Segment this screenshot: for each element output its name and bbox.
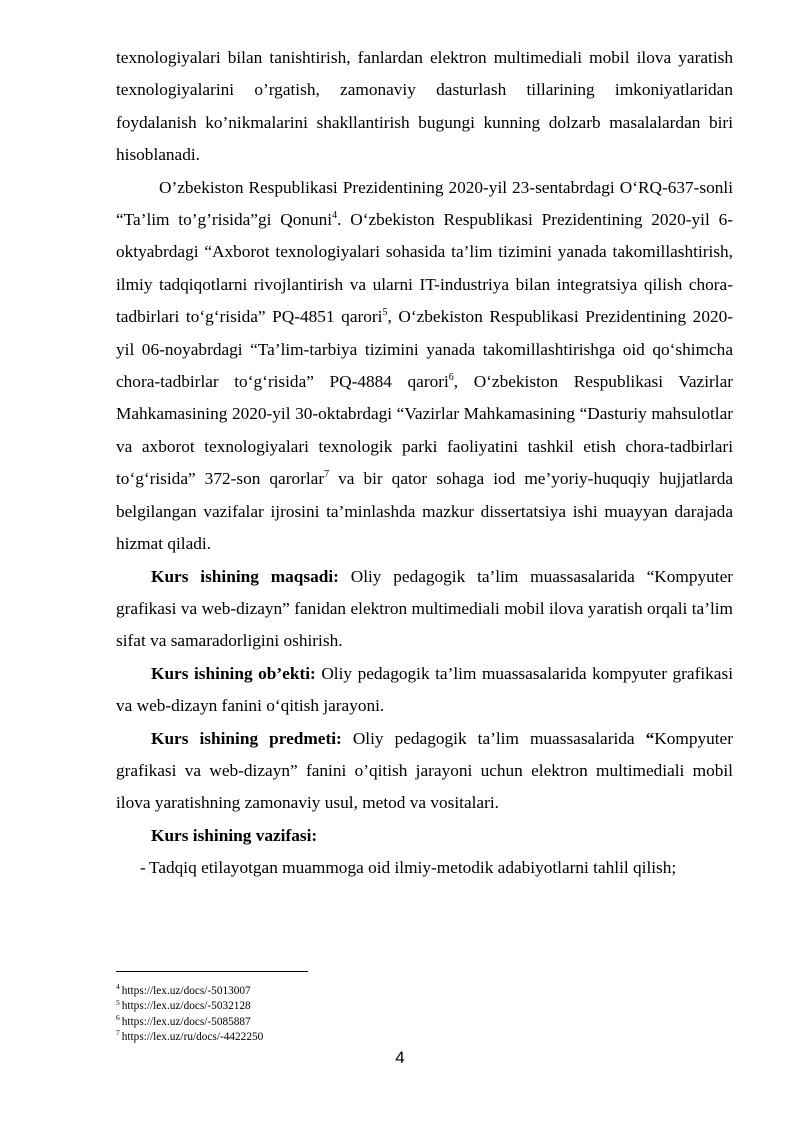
footnote-number: 7 (116, 1028, 120, 1038)
footnote-ref-4[interactable]: 4 (332, 210, 338, 222)
paragraph-subject (116, 723, 733, 820)
footnote-number: 6 (116, 1013, 120, 1023)
footnote-7 (116, 1030, 516, 1045)
subject-label: Kurs ishining predmeti: (151, 728, 342, 748)
footnote-ref-6[interactable]: 6 (448, 372, 454, 384)
legal-text-part1: O’zbekiston Respublikasi Prezidentining 2020-yil 23-sentabrdagi O‘RQ-637-sonli “Ta’lim to’g’risida”gi Qonuni (116, 177, 733, 230)
footnote-6 (116, 1015, 516, 1030)
subject-quote-mark: “ (645, 728, 655, 748)
footnote-link[interactable]: https://lex.uz/docs/-5032128 (121, 1000, 251, 1013)
footnote-5 (116, 999, 516, 1014)
footnote-4 (116, 984, 516, 999)
list-bullet-dash: - (140, 858, 146, 878)
goal-text: Oliy pedagogik ta’lim muassasalarida “Kompyuter grafikasi va web-dizayn” fanidan elektron multimediali mobil ilova yaratish orqali ta’lim sifat va samaradorligini oshirish. (116, 566, 733, 651)
paragraph-goal (116, 561, 733, 658)
paragraph-object (116, 658, 733, 723)
list-item (116, 852, 733, 884)
footnote-link[interactable]: https://lex.uz/docs/-5013007 (121, 985, 251, 997)
footnote-link[interactable]: https://lex.uz/docs/-5085887 (121, 1015, 251, 1028)
object-text: Oliy pedagogik ta’lim muassasalarida kompyuter grafikasi va web-dizayn fanini o‘qitish jarayoni. (116, 663, 733, 716)
footnote-separator (116, 971, 308, 972)
subject-text-2: Kompyuter grafikasi va web-dizayn” fanini o’qitish jarayoni uchun elektron multimediali mobil ilova yaratishning zamonaviy usul, metod va vositalari. (116, 728, 733, 813)
legal-text-part4: , O‘zbekiston Respublikasi Vazirlar Mahkamasining 2020-yil 30-oktabrdagi “Vazirlar Mahkamasining “Dasturiy mahsulotlar va axborot texnologiyalari texnologik parki faoliyatini tashkil etish chora-tadbirlari to‘g‘risida” 372-son qarorlar (116, 372, 733, 489)
footnote-number: 5 (116, 997, 120, 1007)
footnote-ref-7[interactable]: 7 (324, 469, 330, 481)
footnotes (116, 984, 516, 1046)
legal-text-part2: . O‘zbekiston Respublikasi Prezidentining 2020-yil 6-oktyabrdagi “Axborot texnologiyalari sohasida ta’lim tizimini yanada takomillashtirish, ilmiy tadqiqotlarni rivojlantirish va ularni IT-industriya bilan integratsiya qilish chora-tadbirlari to‘g‘risida” PQ-4851 qarori (116, 210, 733, 327)
goal-label: Kurs ishining maqsadi: (151, 566, 339, 586)
paragraph-intro: texnologiyalari bilan tanishtirish, fanlardan elektron multimediali mobil ilova yaratish texnologiyalarini o’rgatish, zamonaviy dasturlash tillarining imkoniyatlaridan foydalanish ko’nikmalarini shakllantirish bugungi kunning dolzarb masalalardan biri hisoblanadi. (116, 48, 733, 165)
footnote-number: 4 (116, 982, 120, 992)
legal-text-part3: , O‘zbekiston Respublikasi Prezidentining 2020-yil 06-noyabrdagi “Ta’lim-tarbiya tizimini yanada takomillashtirishga oid qo‘shimcha chora-tadbirlar to‘g‘risida” PQ-4884 qarori (116, 307, 734, 392)
page-number: 4 (395, 1048, 405, 1067)
document-body (116, 42, 733, 885)
subject-text-1: Oliy pedagogik ta’lim muassasalarida (341, 728, 646, 748)
paragraph-legal-basis (116, 172, 733, 561)
object-label: Kurs ishining ob’ekti: (151, 663, 316, 683)
list-item-text: Tadqiq etilayotgan muammoga oid ilmiy-metodik adabiyotlarni tahlil qilish; (149, 858, 677, 878)
tasks-heading: Kurs ishining vazifasi: (151, 825, 318, 845)
footnote-link[interactable]: https://lex.uz/ru/docs/-4422250 (121, 1031, 264, 1044)
legal-text-part5: va bir qator sohaga iod me’yoriy-huquqiy hujjatlarda belgilangan vazifalar ijrosini ta’minlashda mazkur dissertatsiya ishi muayyan darajada hizmat qiladi. (116, 469, 734, 554)
footnote-ref-5[interactable]: 5 (382, 307, 388, 319)
